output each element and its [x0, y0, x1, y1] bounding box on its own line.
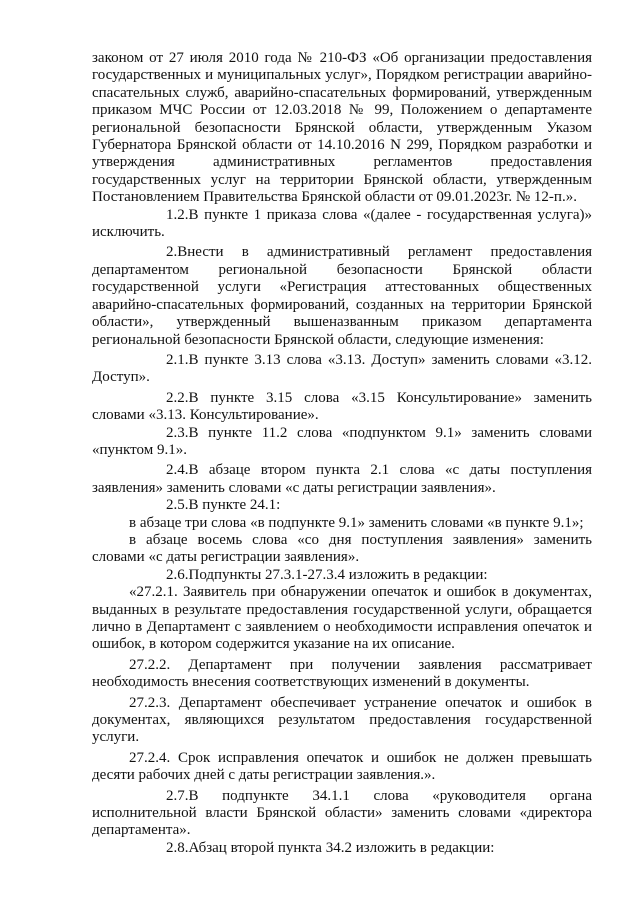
paragraph-number: 2.3.: [166, 424, 189, 441]
paragraph-text: 27.2.2. Департамент при получении заявления рассматривает необходимость внесения соответствующих изменений в документы.: [92, 656, 592, 691]
paragraph-text: В пункте 1 приказа слова «(далее - государственная услуга)» исключить.: [92, 206, 592, 241]
paragraph-number: 2.5.: [166, 497, 189, 514]
paragraph-2-2: [92, 390, 592, 425]
paragraph-text: Подпункты 27.3.1-27.3.4 изложить в редакции:: [188, 566, 488, 583]
paragraph-text: законом от 27 июля 2010 года № 210-ФЗ «Об организации предоставления государственных и муниципальных услуг», Порядком регистрации аварийно-спасательных служб, аварийно-спасательных формирований, утвержденным приказом МЧС России от 12.03.2018 № 99, Положением о департаменте региональной безопасности Брянской области, утвержденным Указом Губернатора Брянской области от 14.10.2016 N 299, Порядком разработки и утверждения административных регламентов предоставления государственных услуг на территории Брянской области, утвержденным Постановлением Правительства Брянской области от 09.01.2023г. № 12-п.».: [92, 50, 592, 206]
paragraph-number: 2.8.: [166, 839, 189, 856]
paragraph-text: 27.2.4. Срок исправления опечаток и ошибок не должен превышать десяти рабочих дней с даты регистрации заявления.».: [92, 749, 592, 784]
paragraph-2: [92, 244, 592, 348]
paragraph-text: «27.2.1. Заявитель при обнаружении опечаток и ошибок в документах, выданных в результате предоставления государственной услуги, обращается лично в Департамент с заявлением о необходимости исправления опечаток и ошибок, в котором содержится указание на их описание.: [92, 584, 592, 653]
paragraph-text: Абзац второй пункта 34.2 изложить в редакции:: [188, 839, 495, 856]
paragraph-number: 2.7.: [166, 787, 189, 804]
paragraph-text: в абзаце три слова «в подпункте 9.1» заменить словами «в пункте 9.1»;: [129, 514, 584, 531]
paragraph-2-1: [92, 352, 592, 387]
paragraph-2-5-line-1: [92, 515, 592, 532]
paragraph-27-2-2: [92, 657, 592, 692]
paragraph-text: В абзаце втором пункта 2.1 слова «с даты поступления заявления» заменить словами «с даты регистрации заявления».: [92, 462, 592, 496]
paragraph-text: В пункте 3.15 слова «3.15 Консультирование» заменить словами «3.13. Консультирование».: [92, 389, 592, 424]
paragraph-27-2-1: [92, 584, 592, 654]
paragraph-27-2-4: [92, 750, 592, 785]
paragraph-1-2: [92, 207, 592, 242]
paragraph-text: В пункте 24.1:: [188, 497, 281, 514]
paragraph-2-7: [92, 788, 592, 840]
paragraph-2-6: [92, 567, 592, 584]
paragraph-number: 2.1.: [166, 351, 189, 368]
paragraph-text: 27.2.3. Департамент обеспечивает устранение опечаток и ошибок в документах, являющихся результатом предоставления государственной услуги.: [92, 694, 592, 746]
paragraph-number: 2.2.: [166, 389, 189, 406]
paragraph-number: 2.: [166, 244, 178, 261]
document-page: [92, 50, 592, 857]
paragraph-2-3: [92, 425, 592, 460]
paragraph-2-8: [92, 840, 592, 857]
paragraph-number: 2.4.: [166, 462, 189, 479]
paragraph-number: 1.2.: [166, 206, 189, 223]
paragraph-2-5: [92, 497, 592, 514]
paragraph-text: В пункте 3.13 слова «3.13. Доступ» заменить словами «3.12. Доступ».: [92, 351, 592, 386]
paragraph-text: Внести в административный регламент предоставления департаментом региональной безопасности Брянской области государственной услуги «Регистрация аттестованных общественных аварийно-спасательных формирований, созданных на территории Брянской области», утвержденный вышеназванным приказом департамента региональной безопасности Брянской области, следующие изменения:: [92, 244, 592, 348]
paragraph-intro: [92, 50, 592, 207]
paragraph-27-2-3: [92, 695, 592, 747]
paragraph-2-4: [92, 462, 592, 497]
paragraph-text: В пункте 11.2 слова «подпунктом 9.1» заменить словами «пунктом 9.1».: [92, 424, 592, 458]
paragraph-number: 2.6.: [166, 566, 189, 583]
paragraph-2-5-line-2: [92, 532, 592, 567]
paragraph-text: В подпункте 34.1.1 слова «руководителя органа исполнительной власти Брянской области» заменить словами «директора департамента».: [92, 787, 592, 839]
paragraph-text: в абзаце восемь слова «со дня поступления заявления» заменить словами «с даты регистрации заявления».: [92, 531, 592, 566]
